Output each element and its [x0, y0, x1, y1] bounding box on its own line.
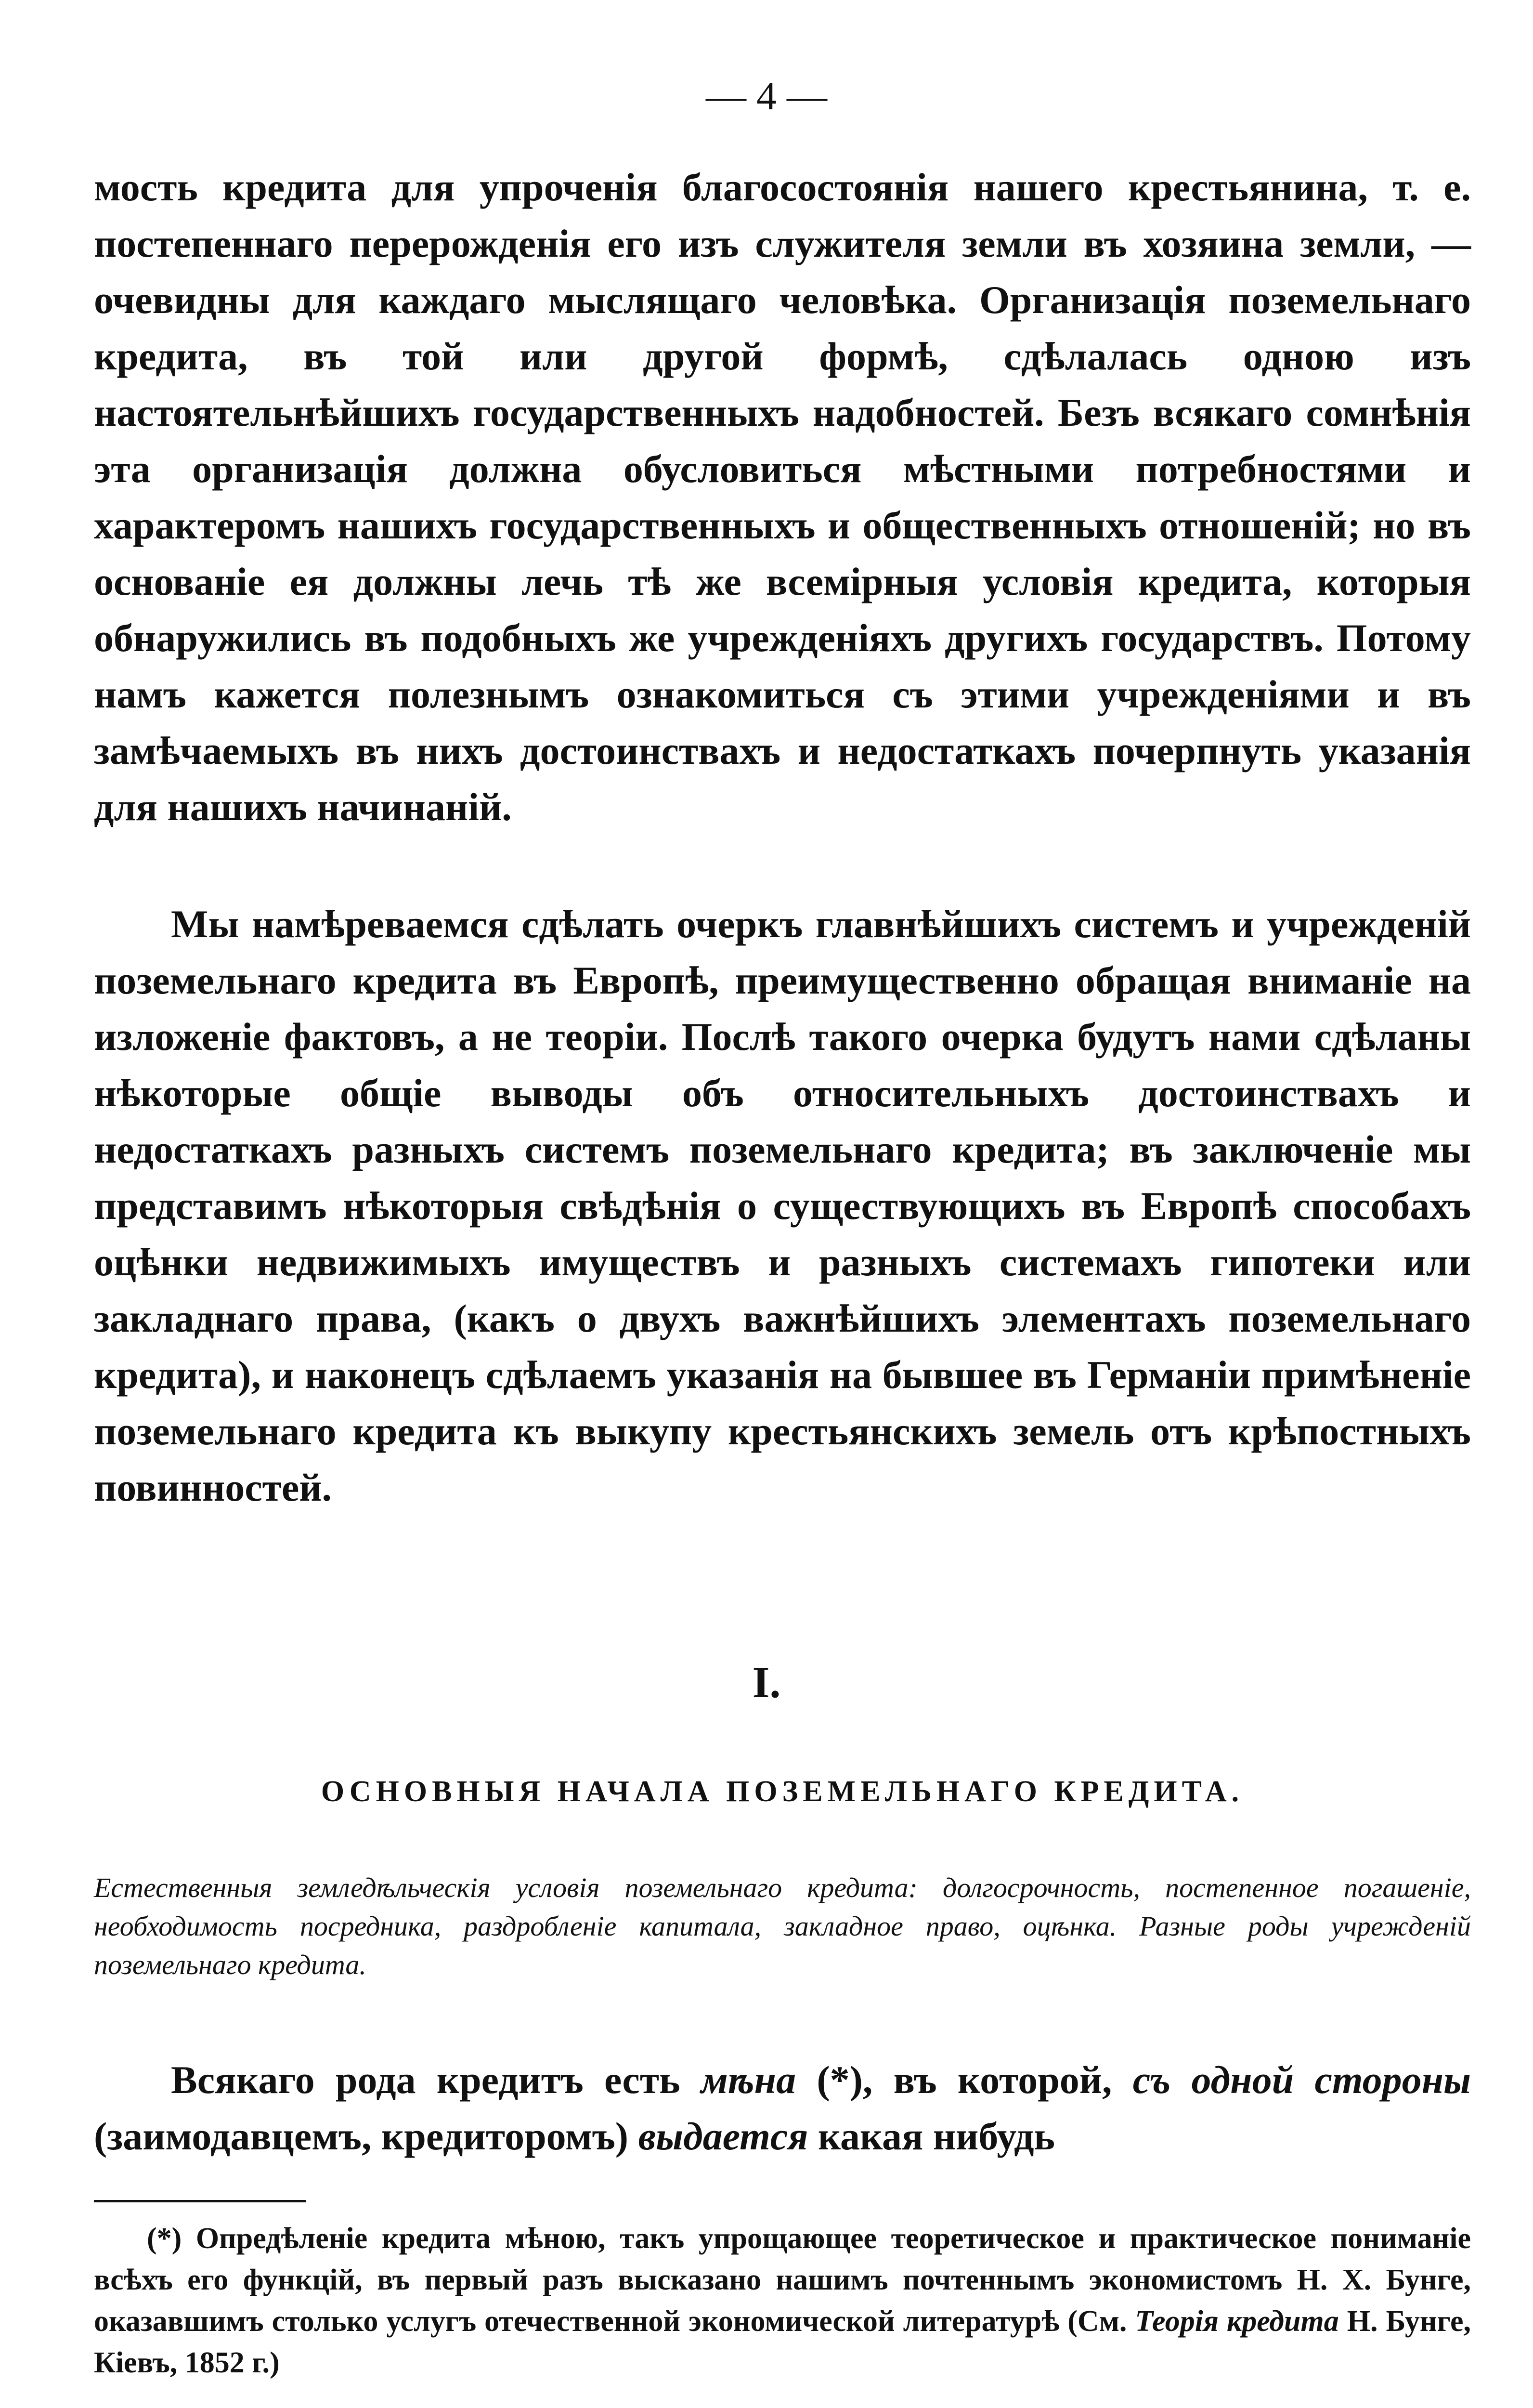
page-number: — 4 — [706, 74, 827, 118]
paragraph-2: Мы намѣреваемся сдѣлать очеркъ главнѣйшихъ системъ и учрежденій поземельнаго кредита въ Европѣ, преимущественно обращая вниманіе на изложеніе фактовъ, а не теоріи. Послѣ такого очерка будутъ нами сдѣланы нѣкоторые общіе выводы объ относительныхъ достоинствахъ и недостаткахъ разныхъ системъ поземельнаго кредита; въ заключеніе мы представимъ нѣкоторыя свѣдѣнія о существующихъ въ Европѣ способахъ оцѣнки недвижимыхъ имуществъ и разныхъ системахъ гипотеки или закладнаго права, (какъ о двухъ важнѣйшихъ элементахъ поземельнаго кредита), и наконецъ сдѣлаемъ указанія на бывшее въ Германіи примѣненіе поземельнаго кредита къ выкупу крестьянскихъ земель отъ крѣпостныхъ повинностей. [94, 902, 1471, 1509]
paragraph-3-text-2: (*), въ которой, [796, 2058, 1133, 2102]
section-number: I. [752, 1658, 781, 1707]
footnote-italic-title: Теорія кредита [1135, 2305, 1339, 2338]
paragraph-3-italic-3: выдается [638, 2114, 808, 2158]
footnote-text-2: Н. Бунге, Кіевъ, 1852 г.) [94, 2305, 1471, 2379]
paragraph-3-italic-2: съ одной стороны [1132, 2058, 1471, 2102]
paragraph-3 [94, 2052, 1471, 2164]
footnote [94, 2218, 1471, 2383]
paragraph-3-text-4: какая нибудь [808, 2114, 1055, 2158]
section-summary: Естественныя земледѣльческія условія поземельнаго кредита: долгосрочность, постепенное погашеніе, необходимость посредника, раздробленіе капитала, закладное право, оцѣнка. Разные роды учрежденій поземельнаго кредита. [94, 1872, 1471, 1980]
paragraph-3-italic-1: мѣна [701, 2058, 796, 2102]
paragraph-1: мость кредита для упроченія благосостоянія нашего крестьянина, т. е. постепеннаго перерожденія его изъ служителя земли въ хозяина земли, — очевидны для каждаго мыслящаго человѣка. Организація поземельнаго кредита, въ той или другой формѣ, сдѣлалась одною изъ настоятельнѣйшихъ государственныхъ надобностей. Безъ всякаго сомнѣнія эта организація должна обусловиться мѣстными потребностями и характеромъ нашихъ государственныхъ и общественныхъ отношеній; но въ основаніе ея должны лечь тѣ же всемірныя условія кредита, которыя обнаружились въ подобныхъ же учрежденіяхъ другихъ государствъ. Потому намъ кажется полезнымъ ознакомиться съ этими учрежденіями и въ замѣчаемыхъ въ нихъ достоинствахъ и недостаткахъ почерпнуть указанія для нашихъ начинаній. [94, 165, 1471, 829]
footnote-text-1: (*) Опредѣленіе кредита мѣною, такъ упрощающее теоретическое и практическое пониманіе всѣхъ его функцій, въ первый разъ высказано нашимъ почтеннымъ экономистомъ Н. Х. Бунге, оказавшимъ столько услугъ отечественной экономической литературѣ (См. [94, 2222, 1471, 2338]
paragraph-3-text-3: (заимодавцемъ, кредиторомъ) [94, 2114, 638, 2158]
footnote-divider [94, 2200, 306, 2202]
section-title: ОСНОВНЫЯ НАЧАЛА ПОЗЕМЕЛЬНАГО КРЕДИТА. [321, 1775, 1244, 1808]
paragraph-3-text-1: Всякаго рода кредитъ есть [171, 2058, 701, 2102]
